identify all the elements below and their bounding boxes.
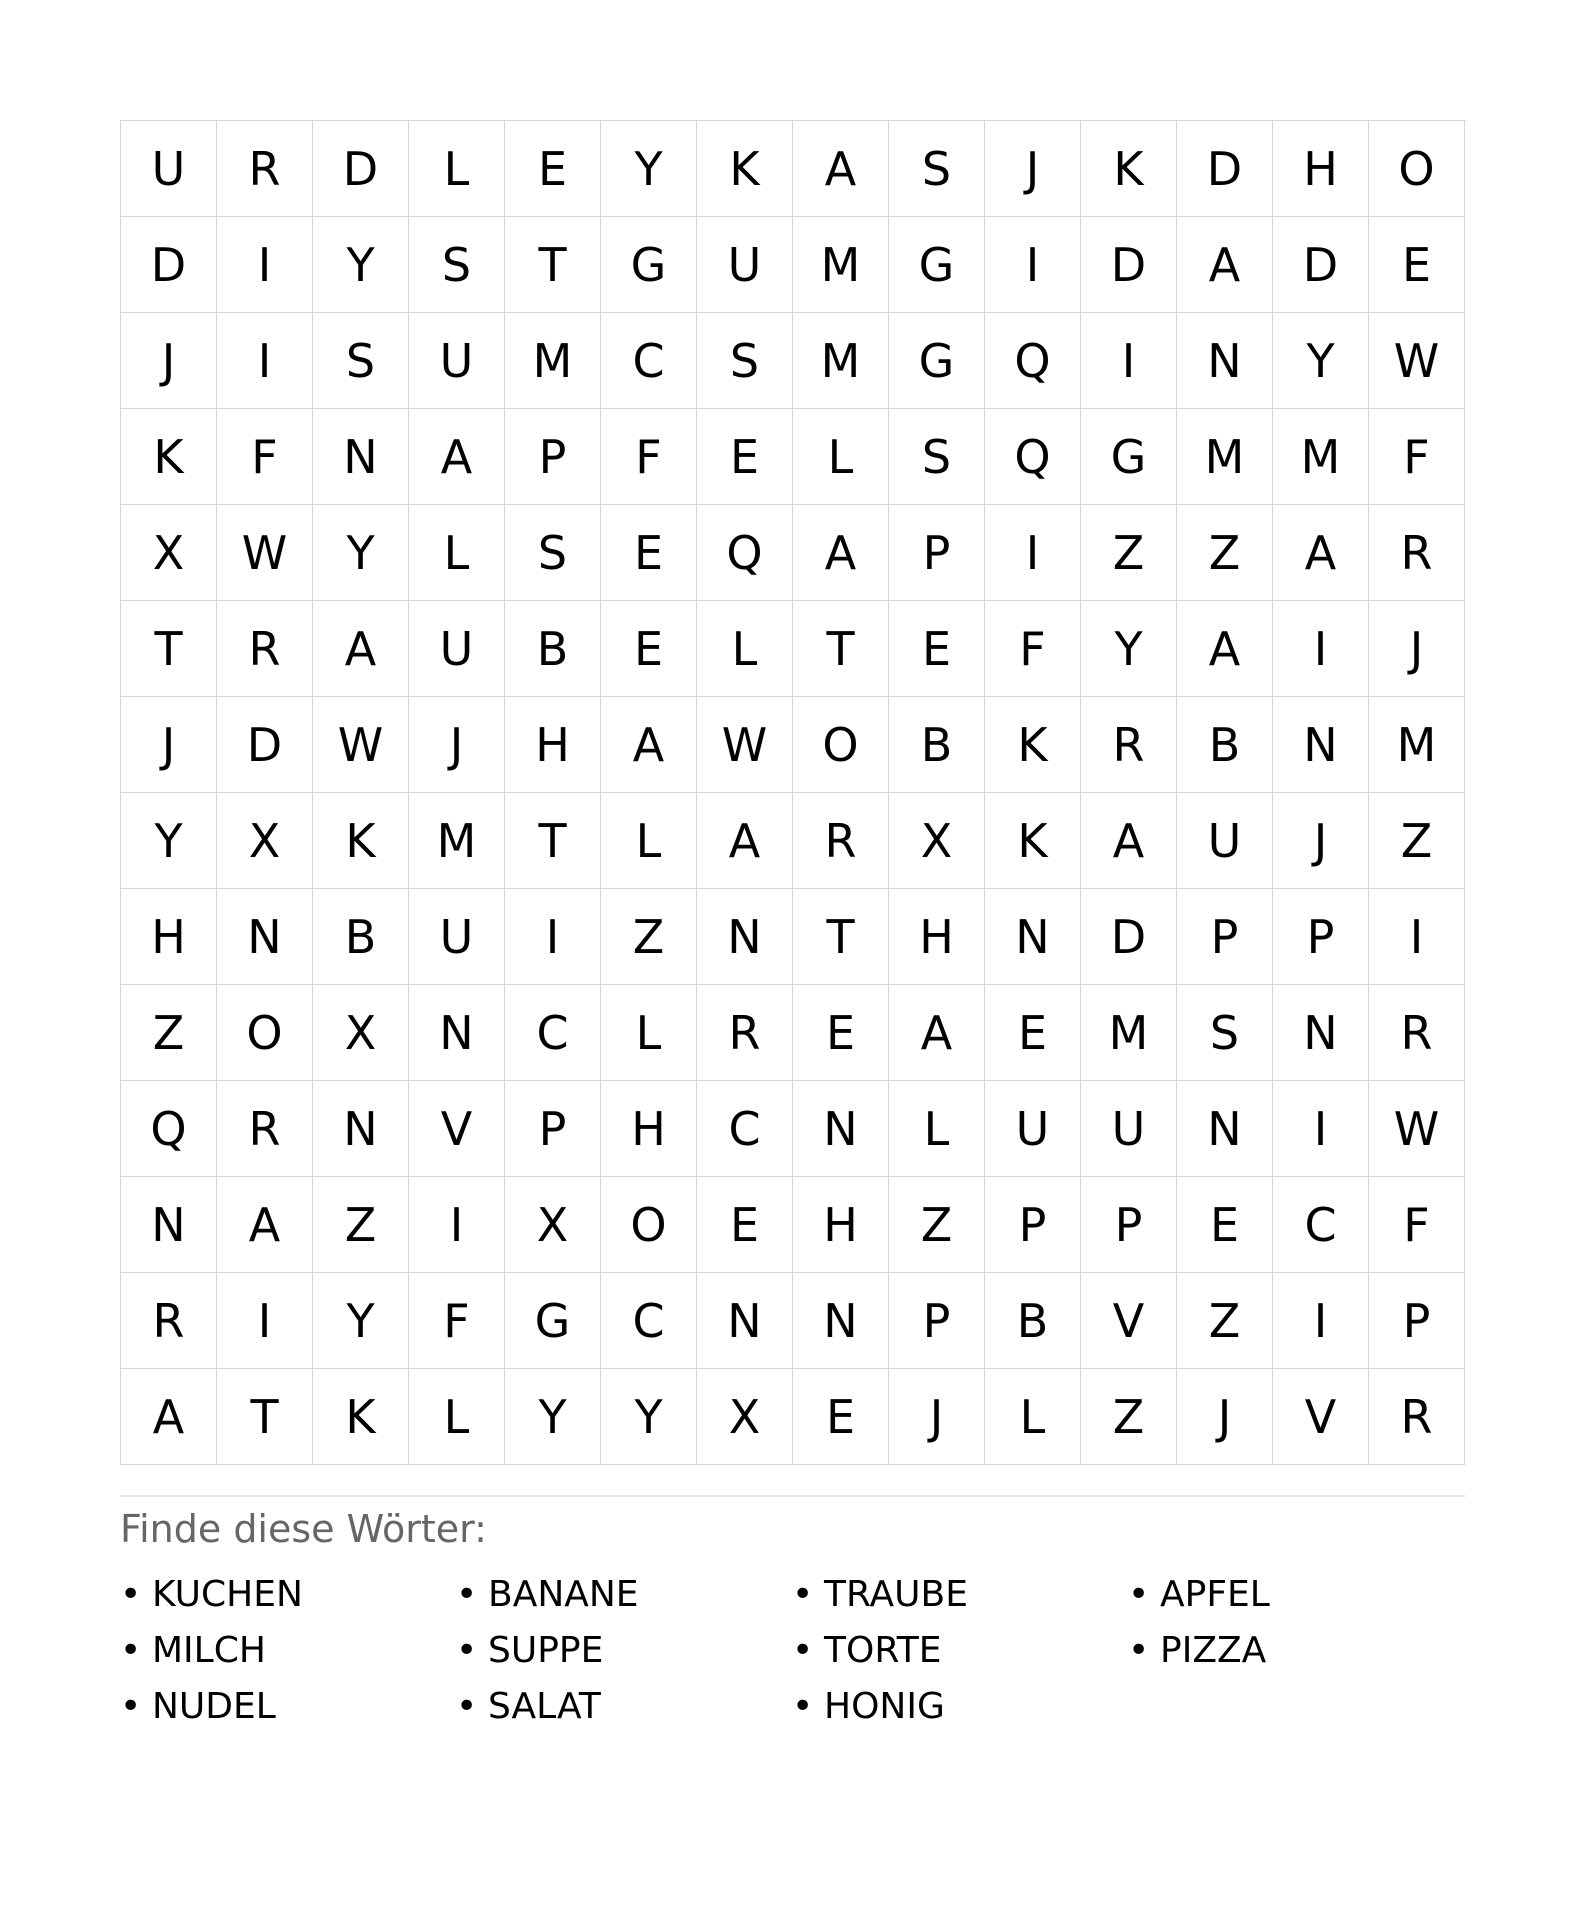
word-item [120, 1567, 456, 1623]
grid-cell[interactable]: S [409, 217, 505, 313]
grid-cell[interactable]: N [697, 1273, 793, 1369]
grid-cell[interactable]: U [121, 121, 217, 217]
grid-cell[interactable]: J [1369, 601, 1465, 697]
word-item [792, 1679, 1128, 1735]
word-item [792, 1623, 1128, 1679]
grid-cell[interactable]: S [1177, 985, 1273, 1081]
grid-cell[interactable]: Z [1369, 793, 1465, 889]
grid-cell[interactable]: H [793, 1177, 889, 1273]
grid-cell[interactable]: F [1369, 409, 1465, 505]
grid-cell[interactable]: N [793, 1081, 889, 1177]
grid-cell[interactable]: N [313, 409, 409, 505]
grid-cell[interactable]: I [1081, 313, 1177, 409]
grid-cell[interactable]: X [121, 505, 217, 601]
grid-cell[interactable]: Z [1081, 505, 1177, 601]
grid-cell[interactable]: K [1081, 121, 1177, 217]
grid-cell[interactable]: P [1081, 1177, 1177, 1273]
bullet-icon: • [120, 1630, 142, 1671]
grid-cell[interactable]: H [505, 697, 601, 793]
bullet-icon: • [792, 1574, 814, 1615]
grid-cell[interactable]: M [1369, 697, 1465, 793]
grid-cell[interactable]: I [985, 217, 1081, 313]
grid-cell[interactable]: U [985, 1081, 1081, 1177]
grid-cell[interactable]: P [505, 409, 601, 505]
word-item [456, 1567, 792, 1623]
grid-cell[interactable]: M [793, 313, 889, 409]
grid-cell[interactable]: D [217, 697, 313, 793]
grid-cell[interactable]: E [889, 601, 985, 697]
grid-cell[interactable]: E [793, 985, 889, 1081]
grid-cell[interactable]: Y [313, 217, 409, 313]
grid-cell[interactable]: M [505, 313, 601, 409]
grid-cell[interactable]: Y [1081, 601, 1177, 697]
word-label: BANANE [488, 1574, 639, 1615]
bullet-icon: • [792, 1686, 814, 1727]
grid-cell[interactable]: A [697, 793, 793, 889]
grid-cell[interactable]: L [985, 1369, 1081, 1465]
word-item [1128, 1623, 1464, 1679]
grid-cell[interactable]: D [1081, 889, 1177, 985]
grid-cell[interactable]: B [313, 889, 409, 985]
grid-cell[interactable]: C [505, 985, 601, 1081]
grid-cell[interactable]: I [1369, 889, 1465, 985]
word-item [120, 1623, 456, 1679]
grid-cell[interactable]: G [889, 217, 985, 313]
grid-cell[interactable]: Q [697, 505, 793, 601]
bullet-icon: • [120, 1686, 142, 1727]
grid-cell[interactable]: S [505, 505, 601, 601]
grid-cell[interactable]: J [1273, 793, 1369, 889]
grid-cell[interactable]: J [121, 313, 217, 409]
grid-cell[interactable]: N [217, 889, 313, 985]
bullet-icon: • [456, 1574, 478, 1615]
grid-cell[interactable]: A [1081, 793, 1177, 889]
grid-cell[interactable]: C [601, 313, 697, 409]
grid-cell[interactable]: M [793, 217, 889, 313]
grid-cell[interactable]: U [409, 313, 505, 409]
grid-cell[interactable]: J [1177, 1369, 1273, 1465]
grid-cell[interactable]: C [1273, 1177, 1369, 1273]
grid-cell[interactable]: U [1177, 793, 1273, 889]
word-label: MILCH [152, 1630, 266, 1671]
grid-cell[interactable]: D [1081, 217, 1177, 313]
bullet-icon: • [1128, 1630, 1150, 1671]
word-label: SUPPE [488, 1630, 604, 1671]
grid-cell[interactable]: I [1273, 601, 1369, 697]
word-item [792, 1567, 1128, 1623]
grid-cell[interactable]: Y [313, 1273, 409, 1369]
grid-cell[interactable]: I [985, 505, 1081, 601]
grid-cell[interactable]: R [1369, 1369, 1465, 1465]
grid-cell[interactable]: L [409, 121, 505, 217]
grid-cell[interactable]: K [121, 409, 217, 505]
grid-cell[interactable]: O [217, 985, 313, 1081]
word-item [456, 1623, 792, 1679]
word-item [120, 1679, 456, 1735]
grid-cell[interactable]: W [1369, 1081, 1465, 1177]
grid-cell[interactable]: A [1177, 217, 1273, 313]
grid-cell[interactable]: K [313, 1369, 409, 1465]
grid-cell[interactable]: G [889, 313, 985, 409]
grid-cell[interactable]: R [217, 1081, 313, 1177]
grid-cell[interactable]: P [985, 1177, 1081, 1273]
grid-cell[interactable]: J [409, 697, 505, 793]
grid-cell[interactable]: U [409, 889, 505, 985]
grid-cell[interactable]: T [217, 1369, 313, 1465]
grid-cell[interactable]: W [217, 505, 313, 601]
grid-cell[interactable]: F [601, 409, 697, 505]
grid-cell[interactable]: A [409, 409, 505, 505]
grid-cell[interactable]: C [601, 1273, 697, 1369]
grid-cell[interactable]: R [217, 601, 313, 697]
grid-cell[interactable]: E [697, 409, 793, 505]
grid-cell[interactable]: P [1369, 1273, 1465, 1369]
grid-cell[interactable]: B [985, 1273, 1081, 1369]
grid-cell[interactable]: Q [985, 313, 1081, 409]
grid-cell[interactable]: G [505, 1273, 601, 1369]
grid-cell[interactable]: J [121, 697, 217, 793]
word-label: TORTE [824, 1630, 942, 1671]
grid-cell[interactable]: Z [1177, 505, 1273, 601]
grid-cell[interactable]: N [409, 985, 505, 1081]
grid-cell[interactable]: D [1273, 217, 1369, 313]
bullet-icon: • [456, 1630, 478, 1671]
grid-cell[interactable]: E [601, 505, 697, 601]
grid-cell[interactable]: E [985, 985, 1081, 1081]
grid-cell[interactable]: E [697, 1177, 793, 1273]
bullet-icon: • [456, 1686, 478, 1727]
grid-cell[interactable]: P [505, 1081, 601, 1177]
grid-cell[interactable]: N [697, 889, 793, 985]
word-label: SALAT [488, 1686, 601, 1727]
grid-cell[interactable]: D [1177, 121, 1273, 217]
grid-cell[interactable]: S [889, 409, 985, 505]
grid-cell[interactable]: Y [601, 121, 697, 217]
grid-cell[interactable]: R [1369, 505, 1465, 601]
grid-cell[interactable]: M [1177, 409, 1273, 505]
grid-cell[interactable]: A [601, 697, 697, 793]
word-list-heading: Finde diese Wörter: [120, 1507, 487, 1551]
grid-cell[interactable]: A [1177, 601, 1273, 697]
word-label: TRAUBE [824, 1574, 968, 1615]
grid-cell[interactable]: C [697, 1081, 793, 1177]
grid-cell[interactable]: N [121, 1177, 217, 1273]
grid-cell[interactable]: X [889, 793, 985, 889]
grid-cell[interactable]: A [217, 1177, 313, 1273]
word-label: APFEL [1160, 1574, 1270, 1615]
grid-cell[interactable]: R [1081, 697, 1177, 793]
grid-cell[interactable]: L [409, 1369, 505, 1465]
grid-cell[interactable]: T [793, 889, 889, 985]
grid-cell[interactable]: I [409, 1177, 505, 1273]
grid-cell[interactable]: S [697, 313, 793, 409]
grid-cell[interactable]: F [409, 1273, 505, 1369]
grid-cell[interactable]: R [697, 985, 793, 1081]
grid-cell[interactable]: A [313, 601, 409, 697]
grid-cell[interactable]: W [1369, 313, 1465, 409]
grid-cell[interactable]: K [697, 121, 793, 217]
grid-cell[interactable]: P [889, 505, 985, 601]
grid-cell[interactable]: N [793, 1273, 889, 1369]
grid-cell[interactable]: H [601, 1081, 697, 1177]
grid-cell[interactable]: N [985, 889, 1081, 985]
grid-cell[interactable]: D [121, 217, 217, 313]
grid-cell[interactable]: A [121, 1369, 217, 1465]
grid-cell[interactable]: L [889, 1081, 985, 1177]
grid-cell[interactable]: L [793, 409, 889, 505]
grid-cell[interactable]: Y [1273, 313, 1369, 409]
divider [120, 1495, 1465, 1497]
grid-cell[interactable]: N [313, 1081, 409, 1177]
grid-cell[interactable]: Z [889, 1177, 985, 1273]
grid-cell[interactable]: L [697, 601, 793, 697]
grid-cell[interactable]: Z [313, 1177, 409, 1273]
grid-cell[interactable]: V [1273, 1369, 1369, 1465]
grid-cell[interactable]: G [601, 217, 697, 313]
grid-cell[interactable]: H [1273, 121, 1369, 217]
grid-cell[interactable]: U [697, 217, 793, 313]
grid-cell[interactable]: T [793, 601, 889, 697]
grid-cell[interactable]: F [985, 601, 1081, 697]
grid-cell[interactable]: S [313, 313, 409, 409]
grid-cell[interactable]: K [313, 793, 409, 889]
word-item [456, 1679, 792, 1735]
grid-cell[interactable]: X [505, 1177, 601, 1273]
grid-cell[interactable]: B [505, 601, 601, 697]
word-search-puzzle [120, 120, 1466, 1751]
grid-cell[interactable]: Z [121, 985, 217, 1081]
grid-cell[interactable]: A [1273, 505, 1369, 601]
word-list [120, 1567, 1466, 1735]
grid-cell[interactable]: V [1081, 1273, 1177, 1369]
grid-cell[interactable]: Y [505, 1369, 601, 1465]
grid-cell[interactable]: X [313, 985, 409, 1081]
grid-cell[interactable]: A [889, 985, 985, 1081]
grid-cell[interactable]: F [1369, 1177, 1465, 1273]
grid-cell[interactable]: A [793, 505, 889, 601]
grid-cell[interactable]: T [505, 793, 601, 889]
grid-cell[interactable]: S [889, 121, 985, 217]
grid-cell[interactable]: L [601, 793, 697, 889]
grid-cell[interactable]: N [1273, 985, 1369, 1081]
grid-cell[interactable]: Q [121, 1081, 217, 1177]
grid-cell[interactable]: U [409, 601, 505, 697]
grid-cell[interactable]: E [793, 1369, 889, 1465]
grid-cell[interactable]: R [1369, 985, 1465, 1081]
grid-cell[interactable]: X [697, 1369, 793, 1465]
grid-cell[interactable]: O [1369, 121, 1465, 217]
grid-cell[interactable]: I [505, 889, 601, 985]
grid-cell[interactable]: H [121, 889, 217, 985]
grid-cell[interactable]: N [1177, 313, 1273, 409]
grid-cell[interactable]: N [1177, 1081, 1273, 1177]
grid-cell[interactable]: L [409, 505, 505, 601]
grid-cell[interactable]: X [217, 793, 313, 889]
bullet-icon: • [792, 1630, 814, 1671]
grid-cell[interactable]: I [1273, 1273, 1369, 1369]
grid-cell[interactable]: H [889, 889, 985, 985]
grid-cell[interactable]: M [1273, 409, 1369, 505]
grid-cell[interactable]: N [1273, 697, 1369, 793]
bullet-icon: • [120, 1574, 142, 1615]
grid-cell[interactable]: R [121, 1273, 217, 1369]
letter-grid [120, 120, 1466, 1465]
grid-cell[interactable]: P [889, 1273, 985, 1369]
grid-cell[interactable]: I [217, 217, 313, 313]
grid-cell[interactable]: E [601, 601, 697, 697]
grid-cell[interactable]: L [601, 985, 697, 1081]
grid-cell[interactable]: Y [121, 793, 217, 889]
grid-cell[interactable]: Z [601, 889, 697, 985]
grid-cell[interactable]: M [409, 793, 505, 889]
word-label: PIZZA [1160, 1630, 1267, 1671]
word-label: HONIG [824, 1686, 945, 1727]
grid-cell[interactable]: Y [601, 1369, 697, 1465]
grid-cell[interactable]: I [1273, 1081, 1369, 1177]
grid-cell[interactable]: K [985, 697, 1081, 793]
grid-cell[interactable]: A [793, 121, 889, 217]
grid-cell[interactable]: V [409, 1081, 505, 1177]
grid-cell[interactable]: G [1081, 409, 1177, 505]
grid-cell[interactable]: T [505, 217, 601, 313]
word-label: NUDEL [152, 1686, 276, 1727]
grid-cell[interactable]: I [217, 313, 313, 409]
grid-cell[interactable]: W [313, 697, 409, 793]
grid-cell[interactable]: O [793, 697, 889, 793]
grid-cell[interactable]: B [1177, 697, 1273, 793]
grid-cell[interactable]: U [1081, 1081, 1177, 1177]
grid-cell[interactable]: J [985, 121, 1081, 217]
grid-cell[interactable]: I [217, 1273, 313, 1369]
grid-cell[interactable]: T [121, 601, 217, 697]
grid-cell[interactable]: R [793, 793, 889, 889]
grid-cell[interactable]: Q [985, 409, 1081, 505]
grid-cell[interactable]: J [889, 1369, 985, 1465]
grid-cell[interactable]: Y [313, 505, 409, 601]
grid-cell[interactable]: E [505, 121, 601, 217]
bullet-icon: • [1128, 1574, 1150, 1615]
grid-cell[interactable]: D [313, 121, 409, 217]
grid-cell[interactable]: P [1177, 889, 1273, 985]
word-label: KUCHEN [152, 1574, 303, 1615]
grid-cell[interactable]: Z [1177, 1273, 1273, 1369]
grid-cell[interactable]: E [1369, 217, 1465, 313]
grid-cell[interactable]: R [217, 121, 313, 217]
grid-cell[interactable]: E [1177, 1177, 1273, 1273]
grid-cell[interactable]: P [1273, 889, 1369, 985]
grid-cell[interactable]: B [889, 697, 985, 793]
grid-cell[interactable]: M [1081, 985, 1177, 1081]
grid-cell[interactable]: O [601, 1177, 697, 1273]
grid-cell[interactable]: K [985, 793, 1081, 889]
grid-cell[interactable]: Z [1081, 1369, 1177, 1465]
grid-cell[interactable]: F [217, 409, 313, 505]
grid-cell[interactable]: W [697, 697, 793, 793]
word-item [1128, 1567, 1464, 1623]
